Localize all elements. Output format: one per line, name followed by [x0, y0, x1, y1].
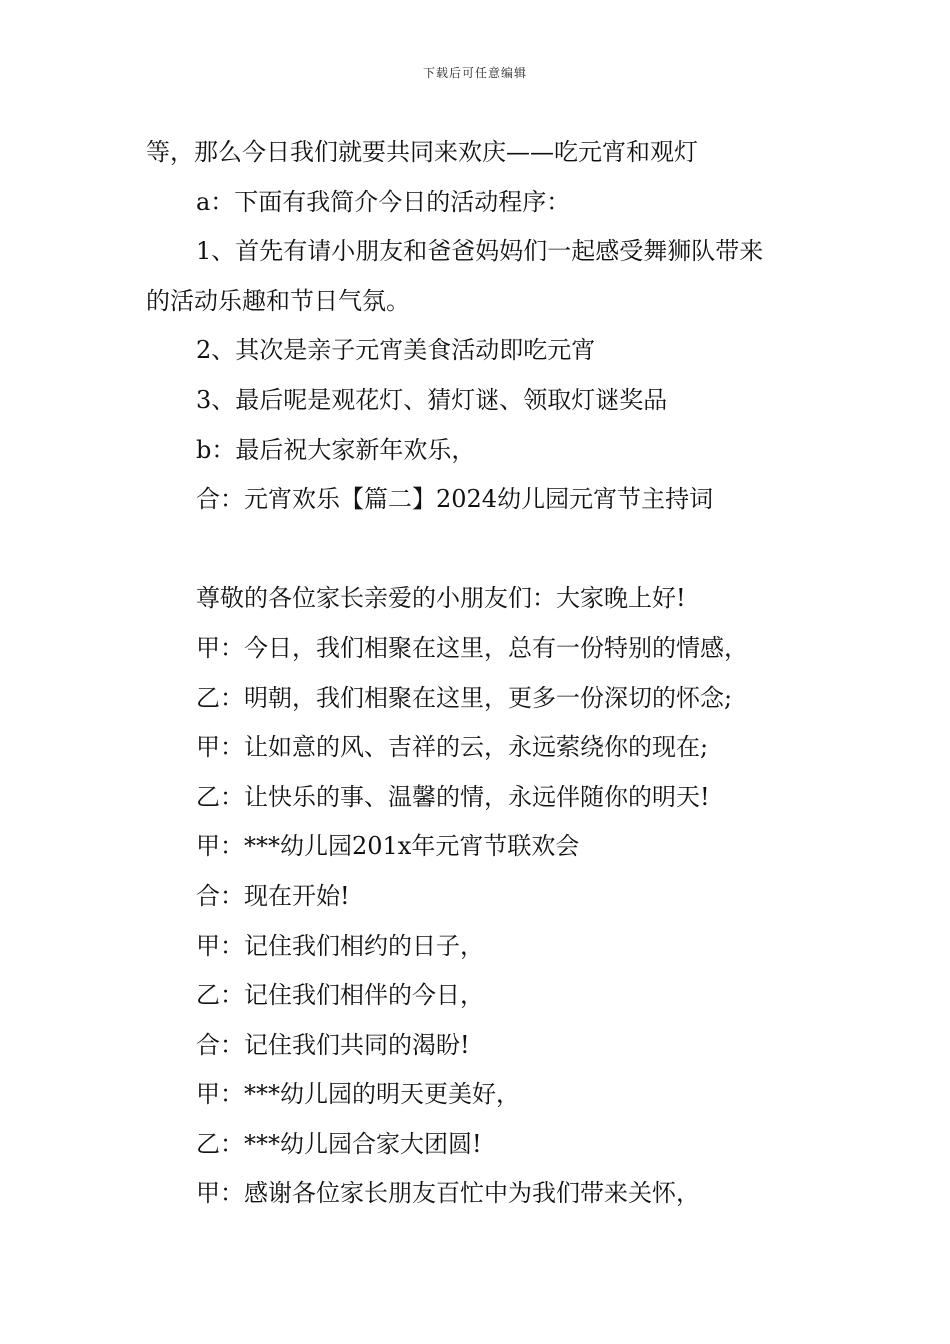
paragraph-program-intro: a：下面有我简介今日的活动程序： — [196, 187, 571, 216]
document-body — [146, 128, 816, 1219]
dialogue-line: 乙：让快乐的事、温馨的情，永远伴随你的明天! — [196, 782, 710, 811]
dialogue-line: 合：现在开始! — [196, 881, 350, 910]
dialogue-line: 合：记住我们共同的渴盼! — [196, 1030, 470, 1059]
paragraph-continuation: 等，那么今日我们就要共同来欢庆——吃元宵和观灯 — [146, 138, 698, 166]
dialogue-line: 甲：感谢各位家长朋友百忙中为我们带来关怀， — [196, 1179, 700, 1208]
paragraph-greeting: 尊敬的各位家长亲爱的小朋友们：大家晚上好! — [196, 584, 686, 613]
blank-line — [146, 525, 816, 575]
paragraph-item-3: 3、最后呢是观花灯、猜灯谜、领取灯谜奖品 — [196, 385, 668, 414]
paragraph-item-2: 2、其次是亲子元宵美食活动即吃元宵 — [196, 336, 596, 365]
dialogue-line: 甲：今日，我们相聚在这里，总有一份特别的情感， — [196, 633, 748, 662]
paragraph-item-1-continued: 的活动乐趣和节日气氛。 — [146, 286, 410, 315]
dialogue-line: 乙：明朝，我们相聚在这里，更多一份深切的怀念; — [196, 683, 733, 712]
dialogue-line: 甲：***幼儿园201x年元宵节联欢会 — [196, 832, 580, 861]
paragraph-section-heading: 合：元宵欢乐【篇二】2024幼儿园元宵节主持词 — [196, 485, 714, 514]
dialogue-line: 甲：记住我们相约的日子， — [196, 931, 484, 960]
paragraph-item-1: 1、首先有请小朋友和爸爸妈妈们一起感受舞狮队带来 — [196, 237, 764, 266]
page-header-note: 下载后可任意编辑 — [422, 66, 527, 80]
paragraph-closing-wish: b：最后祝大家新年欢乐， — [196, 435, 476, 464]
dialogue-line: 乙：***幼儿园合家大团圆! — [196, 1129, 482, 1158]
dialogue-line: 甲：让如意的风、吉祥的云，永远萦绕你的现在; — [196, 733, 709, 762]
dialogue-line: 乙：记住我们相伴的今日， — [196, 981, 484, 1010]
dialogue-line: 甲：***幼儿园的明天更美好， — [196, 1080, 520, 1109]
